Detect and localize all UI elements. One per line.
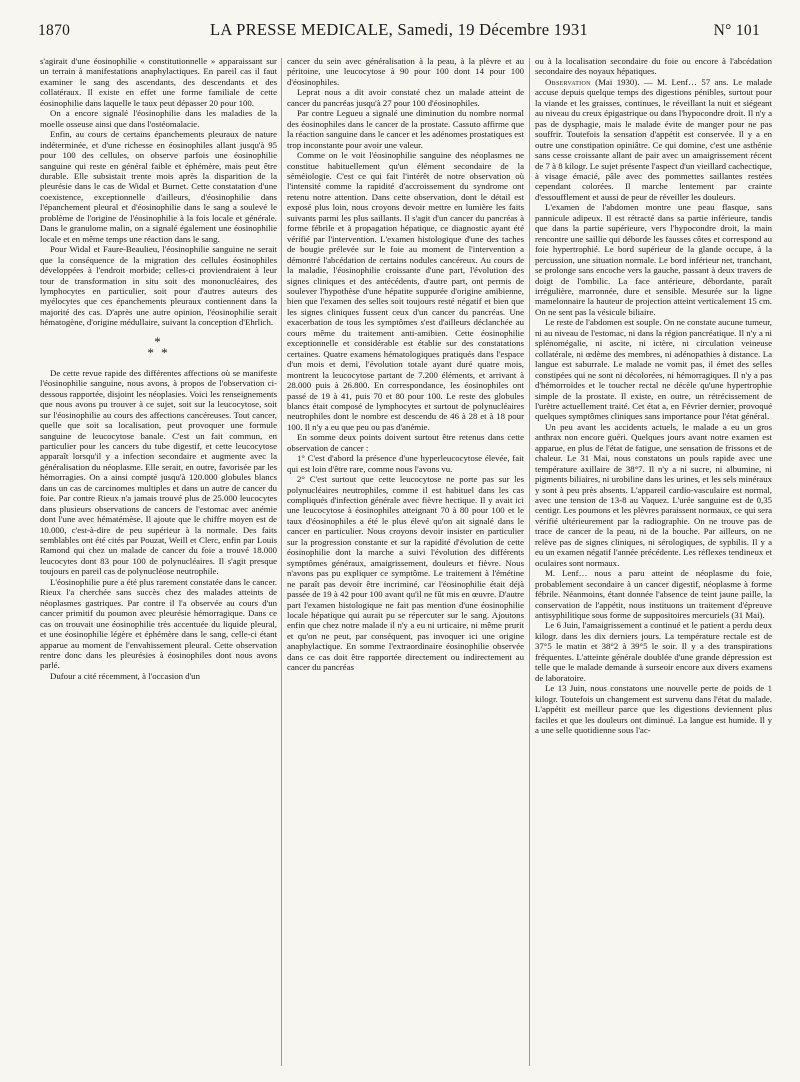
paragraph: Dufour a cité récemment, à l'occasion d'un bbox=[50, 670, 200, 681]
column-divider bbox=[529, 58, 530, 1066]
paragraph: Leprat nous a dit avoir constaté chez un malade atteint de cancer du pancréas jusqu'à 27 pour 100 d'éosinophiles. bbox=[287, 87, 524, 108]
column-divider bbox=[281, 58, 282, 1066]
paragraph: Enfin, au cours de certains épanchements pleuraux de nature indéterminée, et d'une richesse en éosinophiles allant jusqu'à 95 pour 100 des cellules, on observe parfois une éosinophilie sanguine qui reste en général faible et éphémère, mais peut être durable. Elle subsistait trente mois après la disparition de la pleurésie dans le cas de Widal et Burnet. Cette constatation d'une coexistence, exceptionnelle d'ailleurs, d'éosinophilie dans l'épanchement pleural et d'éosinophilie dans le sang a soulevé le problème de l'origine de l'éosinophilie à la fois locale et générale. Dans le granulome malin, on a signalé également une éosinophilie locale et en même temps une réaction dans le sang. bbox=[40, 129, 277, 244]
paragraph: Comme on le voit l'éosinophilie sanguine des néoplasmes ne constitue habituellement qu'un élément secondaire de la séméiologie. C'est ce qui fait l'intérêt de notre observation où l'intensité comme la rapidité d'accroissement du syndrome ont retenu notre attention. Dans cette observation, dont le détail est exposé plus loin, nous croyons devoir mettre en lumière les faits suivants parmi les plus saillants. Il s'agit d'un cancer du pancréas à forme fébrile et à propagation hépatique, ce diagnostic ayant été vérifié par l'intervention. L'examen histologique d'une des taches de bougie prélevée sur le foie au moment de l'intervention a démontré l'abcédation de certains nodules cancéreux. Au cours de la maladie, l'éosinophilie croissante d'une part, l'évolution des signes cliniques et des antécédents, d'autre part, ont permis de soulever l'hypothèse d'une hépatite suppurée d'origine amibienne, bien que l'examen des selles soit toujours resté négatif et bien que les signes cliniques fussent ceux d'un cancer du pancréas. Une exacerbation de tous les symptômes s'est d'ailleurs déclanchée au cours même du traitement anti-amibien. Cette éosinophilie exceptionnelle et considérable est établie sur des constatations certaines. Quatre examens hématologiques pratiqués dans l'espace d'un mois et demi, l'évolution totale ayant duré quatre mois, montrent la leucocytose partant de 7.200 éléments, et arrivant à 28.000 puis à 26.800. En correspondance, les éosinophiles ont passé de 19 à 41, puis 70 et 80 pour 100. Le reste des globules blancs était composé de lymphocytes et surtout de polynucléaires neutrophiles dont le nombre est descendu de 46 à 28 et à 18 pour 100. Il n'y a eu que peu ou pas d'anémie. bbox=[287, 150, 524, 432]
paragraph: Le 6 Juin, l'amaigrissement a continué et le patient a perdu deux kilogr. dans les dix derniers jours. La température rectale est de 37°5 le matin et 38°2 à 39°5 le soir. Il y a des transpirations fréquentes. L'atteinte générale doublée d'une grande dépression est telle que le malade demande à surseoir encore aux divers examens de laboratoire. bbox=[535, 620, 772, 683]
paragraph: L'examen de l'abdomen montre une peau flasque, sans pannicule adipeux. Il est rétracté dans sa partie inférieure, tandis que dans la partie supérieure, vers l'hypocondre droit, la main rencontre une saillie qui déborde les fausses côtes et correspond au foie hypertrophié. Le bord supérieur de la glande occupe, à la percussion, une situation normale. Le bord inférieur net, tranchant, se prolonge sans encoche vers la gauche, passant à deux travers de doigt de l'ombilic. La face antérieure, débordante, paraît irrégulière, marronnée, dure et sensible. Mesurée sur la ligne mamelonnaire la hauteur de projection atteint verticalement 15 cm. On ne sent pas la vésicule biliaire. bbox=[535, 202, 772, 317]
paragraph: M. Lenf… nous a paru atteint de néoplasme du foie, probablement secondaire à un cancer digestif, néoplasme à forme fébrile. Néanmoins, étant donnée l'absence de teint jaune paille, la conservation de l'appétit, nous instituons un traitement d'épreuve antisyphilitique sous forme de suppositoires mercuriels (31 Mai). bbox=[535, 568, 772, 621]
paragraph: ou à la localisation secondaire du foie ou encore à l'abcédation secondaire des noyaux hépatiques. bbox=[535, 56, 772, 77]
observation-label: Observation bbox=[545, 76, 591, 87]
paragraph: On a encore signalé l'éosinophilie dans les maladies de la moelle osseuse ainsi que dans l'ostéomalacie. bbox=[40, 108, 277, 129]
page-number: 1870 bbox=[38, 22, 71, 39]
journal-title: LA PRESSE MEDICALE, Samedi, 19 Décembre 1931 bbox=[210, 20, 588, 39]
text-column-3 bbox=[535, 56, 772, 1066]
paragraph: Un peu avant les accidents actuels, le malade a eu un gros anthrax non encore guéri. Quelques jours avant notre examen est apparue, en plus de l'état de fatigue, une sensation de frissons et de chaleur. Le 31 Mai, nous constatons un pouls rapide avec une température axillaire de 38°7. Il n'y a ni sucre, ni albumine, ni pigments biliaires, ni urobiline dans les urines, et les sels minéraux y sont à peu près absents. L'appareil cardio-vasculaire est normal, avec une tension de 13-8 au Vaquez. L'urée sanguine est de 0,35 centigr. Les poumons et les plèvres paraissent normaux, ce qui sera vérifié ultérieurement par la radiographie. On ne trouve pas de trace de cancer de la peau, ni de la bouche. Par ailleurs, on ne relève pas de signes cliniques, ni sérologiques, de syphilis. Il y a eu un examen négatif l'année précédente. Les réflexes tendineux et oculaires sont normaux. bbox=[535, 421, 772, 568]
paragraph: En somme deux points doivent surtout être retenus dans cette observation de cancer : bbox=[287, 432, 524, 453]
paragraph: s'agirait d'une éosinophilie « constitutionnelle » apparaissant sur un terrain à manifestations anaphylactiques. En pareil cas il faut examiner le sang des ascendants, des descendants et des collatéraux. Il existe en effet une forme familiale de cette éosinophilie dans laquelle le taux peut dépasser 20 pour 100. bbox=[40, 56, 277, 108]
paragraph: Le 13 Juin, nous constatons une nouvelle perte de poids de 1 kilogr. Toutefois un changement est survenu dans l'état du malade. L'appétit est meilleur parce que les digestions deviennent plus faciles et que les douleurs ont diminué. La langue est humide. Il y a une selle quotidienne sous l'ac- bbox=[535, 683, 772, 735]
observation-paragraph: Observation (Mai 1930). — M. Lenf… 57 ans. Le malade accuse depuis quelque temps des digestions pénibles, surtout pour la viande et les graisses, continues, le réveillant la nuit et siégeant au niveau du creux épigastrique ou dans l'hypocondre droit. Il n'y a pas de dysphagie, mais le malade évite de manger pour ne pas souffrir. Toutefois la sensation d'appétit est conservée. Il y a en outre une constipation opiniâtre. Ce qui domine, c'est une asthénie sans cesse croissante allant de pair avec un amaigrissement récent de 7 à 8 kilogr. Le sujet présente l'aspect d'un vieillard cachectique, à visage émacié, pâle avec des pommettes saillantes restées cependant colorées. Il marche lentement par crainte d'essoufflement et aussi de peur de réveiller les douleurs. bbox=[535, 76, 772, 202]
paragraph: Pour Widal et Faure-Beaulieu, l'éosinophilie sanguine ne serait que la conséquence de la migration des cellules éosinophiles développées à l'endroit morbide; celles-ci proviendraient à leur tour de transformation in situ soit des mononucléaires, des lymphocytes en particulier, soit pour d'autres auteurs des myélocytes que ces épanchements pleuraux contiennent dans la majorité des cas. D'après une autre opinion, l'éosinophilie serait hématogène, d'origine médullaire, suivant la conception d'Ehrlich. bbox=[40, 244, 277, 328]
paragraph: Par contre Legueu a signalé une diminution du nombre normal des éosinophiles dans le cancer de la prostate. Cassuto affirme que la réaction sanguine dans le cancer et les adénomes prostatiques est trop inconstante pour avoir une valeur. bbox=[287, 108, 524, 150]
paragraph: Le reste de l'abdomen est souple. On ne constate aucune tumeur, ni au niveau de l'estomac, ni dans la région pancréatique. Il n'y a ni splénomégalie, ni ascite, ni ictère, ni circulation veineuse collatérale, ni œdème des membres, ni adénopathies à distance. La langue est saburrale. Le malade ne vomit pas, il émet des selles constipées qui ne sont ni décolorées, ni hémorragiques. Il n'y a pas d'hémorroïdes et le toucher rectal ne décèle qu'une hypertrophie simple de la prostate. Il existe, en outre, un rétrécissement de l'urètre actuellement traité. Cet état a, en Février dernier, provoqué quelques symptômes cliniques sans importance pour l'état général. bbox=[535, 317, 772, 422]
text-column-1 bbox=[40, 56, 277, 1066]
page-header bbox=[38, 18, 760, 44]
issue-number: N° 101 bbox=[713, 22, 760, 39]
paragraph: cancer du sein avec généralisation à la peau, à la plèvre et au péritoine, une leucocytose à 90 pour 100 dont 14 pour 100 d'éosinophiles. bbox=[287, 56, 524, 87]
text-column-2 bbox=[287, 56, 524, 1066]
paragraph: De cette revue rapide des différentes affections où se manifeste l'éosinophilie sanguine, nous avons, à propos de l'observation ci-dessous rapportée, disjoint les néoplasies. Voici les renseignements que nous avons pu trouver à ce sujet, soit sur la leucocytose, soit sur l'éosinophilie au cours des affections cancéreuses. Tout cancer, quelle que soit sa localisation, peut provoquer une formule sanguine de leucocytose banale. C'est un fait commun, en particulier pour les cancers du tube digestif, et cette leucocytose apparaît lorsqu'il y a infection secondaire et augmente avec la généralisation du néoplasme. Elle serait, en outre, favorisée par les hémorragies. On a ainsi compté jusqu'à 120.000 globules blancs dans un cas de carcinomes multiples et dans un autre de cancer du foie. Par contre Rieux n'a jamais trouvé plus de 25.000 leucocytes dans plusieurs observations de cancers de l'estomac avec anémie dont l'une avec hématémèse. Il ajoute que le chiffre moyen est de 10.000, c'est-à-dire de peu supérieur à la normale. Des faits semblables ont été cités par Pouzat, Weill et Clerc, enfin par Louis Ramond qui chez un malade de cancer du foie a trouvé 18.000 leucocytes dont 83 pour 100 de polynucléaires. Il s'agit presque toujours en pareil cas de polynucléose neutrophile. bbox=[40, 367, 277, 577]
paragraph: 2° C'est surtout que cette leucocytose ne porte pas sur les polynucléaires neutrophiles, comme il est habituel dans les cas compliqués d'infection générale avec fièvre hectique. Il y avait ici une leucocytose à éosinophiles atteignant 70 à 80 pour 100 et le taux d'éosinophiles a été le plus élevé qu'on ait signalé dans le cancer en particulier. Nous croyons devoir insister en particulier sur la progression constante et sur la rapidité d'évolution de cette éosinophilie dont la marche a suivi l'évolution des différents symptômes généraux, amaigrissement, douleurs et fièvre. Nous n'avons pas pu expliquer ce symptôme. Le traitement à l'émétine ne paraît pas devoir être incriminé, car l'éosinophilie était déjà passée de 19 à 42 pour 100 avant qu'il ne fût mis en œuvre. D'autre part l'examen histologique ne fait pas mention d'une éosinophilie locale hépatique qui aurait pu se répercuter sur le sang. Ajoutons enfin que chez notre malade il n'y a eu ni urticaire, ni même prurit et qu'on ne peut, par conséquent, pas invoquer ici une origine anaphylactique. En somme l'extraordinaire éosinophilie observée dans ce cas doit être rapportée directement ou indirectement au cancer du pancréas bbox=[287, 474, 524, 673]
section-separator: * * * bbox=[147, 333, 170, 360]
paragraph: 1° C'est d'abord la présence d'une hyperleucocytose élevée, fait qui est loin d'être rare, comme nous l'avons vu. bbox=[287, 453, 524, 474]
paragraph: L'éosinophilie pure a été plus rarement constatée dans le cancer. Rieux l'a cherchée sans succès chez des malades atteints de néoplasmes gastriques. Par contre il l'a observée au cours d'un cancer primitif du poumon avec pleurésie hémorragique. Dans ce cas on trouvait une éosinophilie très accentuée du liquide pleural, et une éosinophilie légère et éphémère dans le sang, celle-ci étant apparue au moment de l'envahissement pleural. Cette observation rentre donc dans les pleurésies à éosinophiles dont nous avons parlé. bbox=[40, 576, 277, 671]
